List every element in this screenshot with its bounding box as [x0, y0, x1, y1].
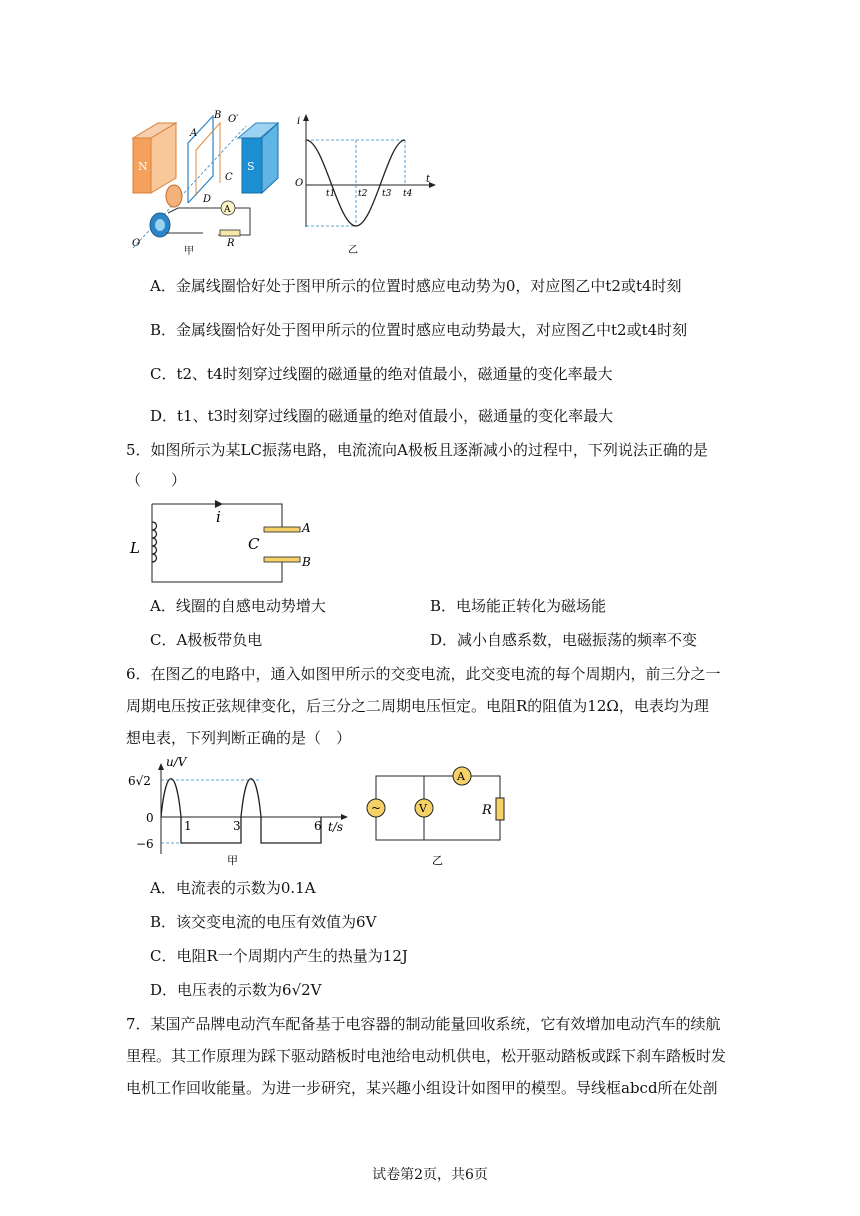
- q6-stem-line2: 周期电压按正弦规律变化，后三分之二周期电压恒定。电阻R的阻值为12Ω，电表均为理: [126, 697, 709, 715]
- graph-y-label: i: [297, 116, 301, 127]
- q6-stem-line1: 6．在图乙的电路中，通入如图甲所示的交变电流，此交变电流的每个周期内，前三分之一: [126, 665, 721, 683]
- q5-option-c: C．A极板带负电: [150, 631, 263, 649]
- tick-t3: t3: [382, 189, 392, 199]
- tick-t2: t2: [358, 189, 368, 199]
- resistor-q6-label: R: [482, 803, 492, 818]
- capacitor-label: C: [248, 535, 260, 553]
- magnet-s-label: S: [247, 160, 255, 173]
- axis-label-o-prime: O′: [228, 114, 239, 125]
- coil-label-d: D: [203, 194, 212, 205]
- q5-option-a: A．线圈的自感电动势增大: [150, 597, 326, 615]
- generator-figure: [118, 108, 280, 258]
- ammeter-label: A: [224, 205, 231, 215]
- voltage-tick-3: 3: [233, 819, 241, 833]
- voltage-tick-top: 6√2: [128, 774, 151, 788]
- coil-label-a: A: [190, 128, 198, 139]
- tick-t4: t4: [403, 189, 413, 199]
- q5-stem-line1: 5．如图所示为某LC振荡电路，电流流向A极板且逐渐减小的过程中，下列说法正确的是: [126, 441, 708, 459]
- q7-line2: 里程。其工作原理为踩下驱动踏板时电池给电动机供电，松开驱动踏板或踩下刹车踏板时发: [126, 1047, 727, 1065]
- q6-circuit: [364, 764, 514, 870]
- cosine-curve: [306, 140, 405, 226]
- voltage-sine-hump-2: [241, 779, 261, 817]
- resistor-q6: [496, 798, 504, 820]
- capacitor-plate-a: [264, 527, 300, 532]
- coil-label-b: B: [214, 110, 222, 121]
- q5-option-b: B．电场能正转化为磁场能: [430, 597, 607, 615]
- q5-stem-line2: （ ）: [126, 471, 187, 489]
- voltage-tick-bottom: −6: [136, 837, 154, 851]
- resistor-label: R: [227, 238, 235, 249]
- inductor-label: L: [130, 539, 140, 557]
- q6-option-d: D．电压表的示数为6√2V: [150, 981, 322, 999]
- q6-stem-line3: 想电表，下列判断正确的是（ ）: [126, 729, 352, 747]
- voltage-graph-caption: 甲: [227, 854, 238, 867]
- graph-x-label: t: [426, 174, 431, 185]
- q4-option-d: D．t1、t3时刻穿过线圈的磁通量的绝对值最小，磁通量的变化率最大: [150, 407, 614, 425]
- capacitor-plate-b: [264, 557, 300, 562]
- q4-option-a: A．金属线圈恰好处于图甲所示的位置时感应电动势为0，对应图乙中t2或t4时刻: [150, 277, 682, 295]
- q7-line1: 7．某国产品牌电动汽车配备基于电容器的制动能量回收系统，它有效增加电动汽车的续航: [126, 1015, 721, 1033]
- voltage-x-label: t/s: [328, 820, 344, 834]
- tick-t1: t1: [326, 189, 336, 199]
- figure-caption-yi: 乙: [348, 245, 358, 256]
- voltage-constant-2: [261, 817, 321, 843]
- voltage-y-label: u/V: [166, 756, 187, 769]
- q4-option-c: C．t2、t4时刻穿过线圈的磁通量的绝对值最小，磁通量的变化率最大: [150, 365, 613, 383]
- ammeter-q6-label: A: [457, 770, 465, 783]
- coil-label-c: C: [225, 172, 233, 183]
- inductor-coil: [152, 522, 157, 562]
- voltage-sine-hump-1: [161, 779, 181, 817]
- magnet-n: [133, 123, 176, 193]
- q4-option-b: B．金属线圈恰好处于图甲所示的位置时感应电动势最大，对应图乙中t2或t4时刻: [150, 321, 688, 339]
- q5-option-d: D．减小自感系数，电磁振荡的频率不变: [430, 631, 698, 649]
- voltage-tick-6: 6: [314, 819, 322, 833]
- q6-option-b: B．该交变电流的电压有效值为6V: [150, 913, 377, 931]
- q6-circuit-caption: 乙: [432, 854, 443, 867]
- q6-option-c: C．电阻R一个周期内产生的热量为12J: [150, 947, 408, 965]
- plate-a-label: A: [302, 521, 311, 535]
- voltmeter-label: V: [419, 802, 427, 815]
- current-graph: [292, 112, 440, 258]
- magnet-n-label: N: [138, 160, 148, 173]
- lc-circuit: [126, 494, 326, 586]
- q6-option-a: A．电流表的示数为0.1A: [150, 879, 316, 897]
- magnet-s: [238, 123, 278, 193]
- current-label: i: [216, 508, 221, 526]
- axis-label-o: O: [132, 238, 141, 249]
- voltage-graph: [126, 756, 356, 868]
- q7-line3: 电机工作回收能量。为进一步研究，某兴趣小组设计如图甲的模型。导线框abcd所在处剖: [126, 1079, 718, 1097]
- graph-origin: O: [295, 178, 304, 189]
- page-footer: 试卷第2页，共6页: [372, 1167, 488, 1183]
- voltage-tick-1: 1: [184, 819, 192, 833]
- voltage-tick-zero: 0: [146, 811, 154, 825]
- plate-b-label: B: [302, 555, 311, 569]
- resistor: [220, 230, 240, 236]
- figure-caption-jia: 甲: [184, 246, 194, 257]
- ac-source-label: ~: [371, 801, 382, 815]
